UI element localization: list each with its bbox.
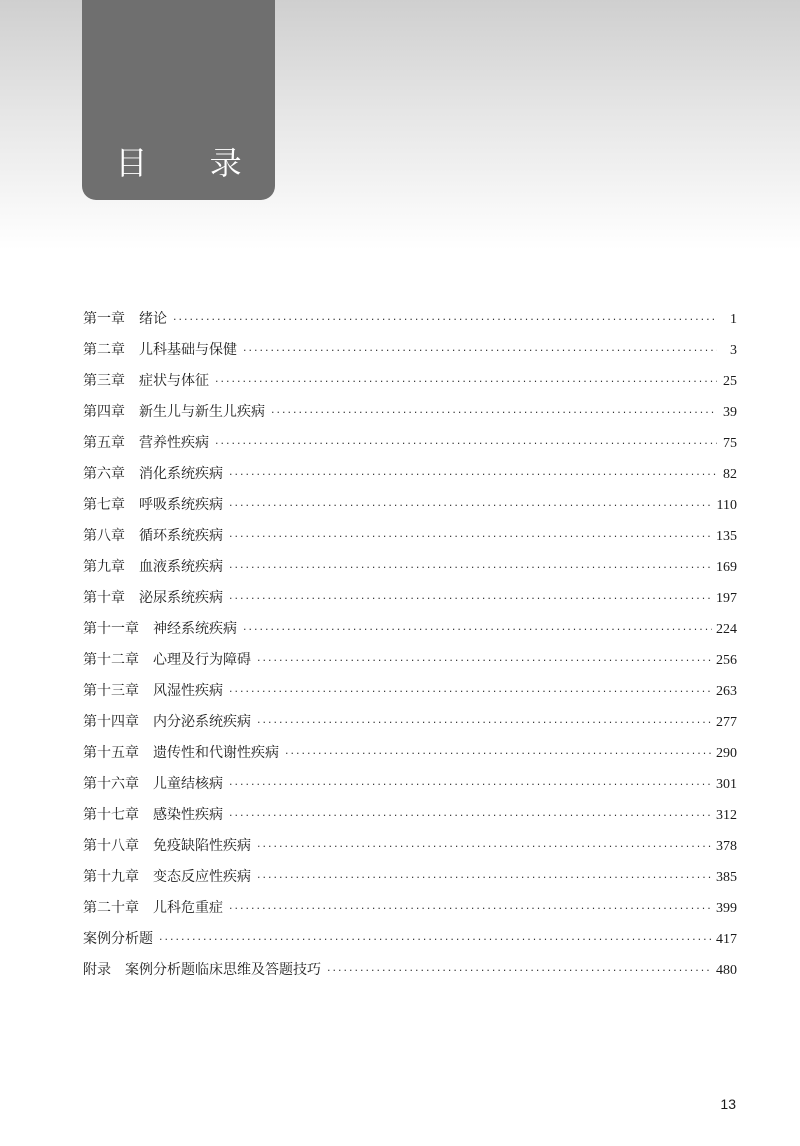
page-number: 13 xyxy=(720,1096,736,1112)
toc-chapter-label: 第三章 xyxy=(83,373,125,389)
toc-chapter-label: 第十四章 xyxy=(83,714,139,730)
toc-row-10[interactable] xyxy=(83,587,737,618)
dot-leader xyxy=(229,592,712,605)
toc-row-3[interactable] xyxy=(83,370,737,401)
dot-leader xyxy=(327,964,712,977)
page-title: 目 录 xyxy=(115,144,268,182)
toc-chapter-label: 第十一章 xyxy=(83,621,139,637)
dot-leader xyxy=(257,654,712,667)
toc-row-14[interactable] xyxy=(83,711,737,742)
toc-chapter-label: 第五章 xyxy=(83,435,125,451)
toc-title: 新生儿与新生儿疾病 xyxy=(139,404,265,420)
dot-leader xyxy=(285,747,712,760)
dot-leader xyxy=(229,468,717,481)
toc-page-number: 277 xyxy=(716,715,737,730)
dot-leader xyxy=(229,778,712,791)
toc-page-number: 135 xyxy=(716,529,737,544)
toc-title: 免疫缺陷性疾病 xyxy=(153,838,251,854)
toc-chapter-label: 第十九章 xyxy=(83,869,139,885)
toc-chapter-label: 第十五章 xyxy=(83,745,139,761)
table-of-contents xyxy=(83,308,737,990)
toc-row-15[interactable] xyxy=(83,742,737,773)
toc-title: 营养性疾病 xyxy=(139,435,209,451)
toc-title: 案例分析题 xyxy=(83,931,153,947)
toc-title: 感染性疾病 xyxy=(153,807,223,823)
dot-leader xyxy=(229,530,712,543)
toc-chapter-label: 第二十章 xyxy=(83,900,139,916)
toc-page-number: 224 xyxy=(716,622,737,637)
toc-page-number: 169 xyxy=(716,560,737,575)
toc-page-number: 385 xyxy=(716,870,737,885)
toc-page-number: 263 xyxy=(716,684,737,699)
toc-page-number: 1 xyxy=(730,312,737,327)
dot-leader xyxy=(229,685,712,698)
toc-row-4[interactable] xyxy=(83,401,737,432)
toc-title: 遗传性和代谢性疾病 xyxy=(153,745,279,761)
toc-page-number: 290 xyxy=(716,746,737,761)
toc-chapter-label: 第十八章 xyxy=(83,838,139,854)
toc-chapter-label: 第十六章 xyxy=(83,776,139,792)
toc-title: 儿科基础与保健 xyxy=(139,342,237,358)
dot-leader xyxy=(257,716,712,729)
toc-row-9[interactable] xyxy=(83,556,737,587)
toc-row-6[interactable] xyxy=(83,463,737,494)
toc-row-16[interactable] xyxy=(83,773,737,804)
toc-row-18[interactable] xyxy=(83,835,737,866)
toc-page-number: 417 xyxy=(716,932,737,947)
toc-row-11[interactable] xyxy=(83,618,737,649)
toc-page-number: 110 xyxy=(716,498,737,513)
toc-row-20[interactable] xyxy=(83,897,737,928)
toc-row-21[interactable] xyxy=(83,928,737,959)
toc-chapter-label: 第七章 xyxy=(83,497,125,513)
toc-title: 内分泌系统疾病 xyxy=(153,714,251,730)
dot-leader xyxy=(159,933,712,946)
toc-title: 循环系统疾病 xyxy=(139,528,223,544)
dot-leader xyxy=(243,344,717,357)
toc-row-22[interactable] xyxy=(83,959,737,990)
toc-chapter-label: 第二章 xyxy=(83,342,125,358)
dot-leader xyxy=(215,437,717,450)
dot-leader xyxy=(229,561,712,574)
toc-chapter-label: 第十二章 xyxy=(83,652,139,668)
toc-title: 案例分析题临床思维及答题技巧 xyxy=(125,962,321,978)
toc-title: 泌尿系统疾病 xyxy=(139,590,223,606)
toc-row-5[interactable] xyxy=(83,432,737,463)
toc-title: 儿童结核病 xyxy=(153,776,223,792)
title-tab xyxy=(82,0,275,200)
dot-leader xyxy=(229,499,713,512)
toc-row-7[interactable] xyxy=(83,494,737,525)
toc-chapter-label: 第十七章 xyxy=(83,807,139,823)
toc-page-number: 75 xyxy=(723,436,737,451)
toc-page-number: 25 xyxy=(723,374,737,389)
dot-leader xyxy=(173,313,717,326)
toc-title: 消化系统疾病 xyxy=(139,466,223,482)
toc-chapter-label: 第九章 xyxy=(83,559,125,575)
toc-page-number: 480 xyxy=(716,963,737,978)
toc-row-1[interactable] xyxy=(83,308,737,339)
dot-leader xyxy=(229,902,712,915)
dot-leader xyxy=(229,809,712,822)
dot-leader xyxy=(271,406,717,419)
toc-page-number: 256 xyxy=(716,653,737,668)
toc-page-number: 82 xyxy=(723,467,737,482)
toc-title: 风湿性疾病 xyxy=(153,683,223,699)
toc-page-number: 301 xyxy=(716,777,737,792)
toc-row-19[interactable] xyxy=(83,866,737,897)
toc-page-number: 312 xyxy=(716,808,737,823)
toc-page-number: 39 xyxy=(723,405,737,420)
toc-row-13[interactable] xyxy=(83,680,737,711)
toc-row-17[interactable] xyxy=(83,804,737,835)
toc-chapter-label: 第十三章 xyxy=(83,683,139,699)
toc-chapter-label: 第十章 xyxy=(83,590,125,606)
toc-page-number: 399 xyxy=(716,901,737,916)
toc-row-8[interactable] xyxy=(83,525,737,556)
toc-title: 神经系统疾病 xyxy=(153,621,237,637)
dot-leader xyxy=(257,871,712,884)
toc-chapter-label: 第六章 xyxy=(83,466,125,482)
dot-leader xyxy=(257,840,712,853)
dot-leader xyxy=(215,375,717,388)
toc-page-number: 197 xyxy=(716,591,737,606)
toc-chapter-label: 附录 xyxy=(83,962,111,978)
toc-title: 心理及行为障碍 xyxy=(153,652,251,668)
toc-row-12[interactable] xyxy=(83,649,737,680)
toc-chapter-label: 第一章 xyxy=(83,311,125,327)
toc-title: 绪论 xyxy=(139,311,167,327)
toc-title: 变态反应性疾病 xyxy=(153,869,251,885)
dot-leader xyxy=(243,623,712,636)
toc-title: 血液系统疾病 xyxy=(139,559,223,575)
toc-page-number: 3 xyxy=(730,343,737,358)
toc-row-2[interactable] xyxy=(83,339,737,370)
toc-page-number: 378 xyxy=(716,839,737,854)
toc-title: 呼吸系统疾病 xyxy=(139,497,223,513)
toc-title: 症状与体征 xyxy=(139,373,209,389)
toc-chapter-label: 第八章 xyxy=(83,528,125,544)
toc-chapter-label: 第四章 xyxy=(83,404,125,420)
toc-title: 儿科危重症 xyxy=(153,900,223,916)
